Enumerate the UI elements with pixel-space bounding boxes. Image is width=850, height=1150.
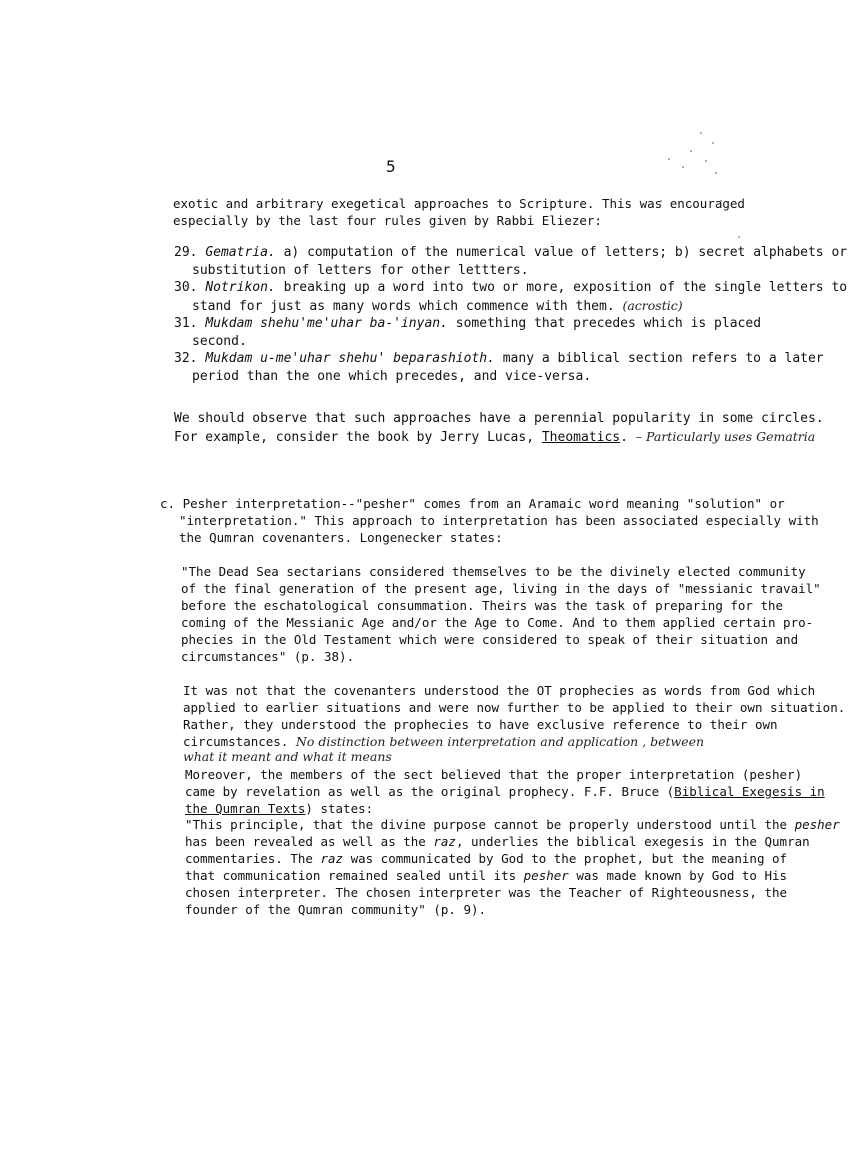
handwritten-note: what it meant and what it means (183, 749, 392, 764)
observe-paragraph: We should observe that such approaches have a perennial popularity in some circles. For example, consider the book by Jerry Lucas, Theomatics. – Particularly uses Gematria (174, 411, 824, 445)
rule-term: Mukdam u-me'uhar shehu' beparashioth. (205, 351, 495, 366)
book-title: Biblical Exegesis in (674, 784, 825, 799)
intro-line: exotic and arbitrary exegetical approaches to Scripture. This was encouraged (173, 196, 745, 211)
rule-31: 31. Mukdam shehu'me'uhar ba-'inyan. something that precedes which is placed second. (174, 316, 762, 349)
handwritten-note: No distinction between interpretation and application , between (295, 734, 705, 749)
rule-32: 32. Mukdam u-me'uhar shehu' beparashioth. many a biblical section refers to a later period than the one which precedes, and vice-versa. (174, 351, 824, 384)
moreover-paragraph: Moreover, the members of the sect believed that the proper interpretation (pesher) came by revelation as well as the original prophecy. F.F. Bruce (Biblical Exegesis in the Qumran Texts) states: (185, 767, 825, 816)
rule-29: 29. Gematria. a) computation of the numerical value of letters; b) secret alphabets or substitution of letters for other lettters. (174, 245, 848, 278)
intro-paragraph (173, 195, 745, 229)
book-title: the Qumran Texts (185, 801, 306, 816)
longenecker-quote: "The Dead Sea sectarians considered themselves to be the divinely elected community of the final generation of the present age, living in the days of "messianic travail" before the eschatological consummation. Theirs was the task of preparing for the coming of the Messianic Age and/or the Age to Come. And to them applied certain pro- phecies in the Old Testament which were considered to speak of their situation and circumstances" (p. 38). (181, 564, 821, 664)
bruce-quote: "This principle, that the divine purpose cannot be properly understood until the pesher has been revealed as well as the raz, underlies the biblical exegesis in the Qumran commentaries. The raz was communicated by God to the prophet, but the meaning of that communication remained sealed until its pesher was made known by God to His chosen interpreter. The chosen interpreter was the Teacher of Righteousness, the founder of the Qumran community" (p. 9). (185, 817, 840, 917)
handwritten-note: (acrostic) (622, 297, 683, 313)
rule-term: Mukdam shehu'me'uhar ba-'inyan. (205, 316, 448, 331)
covenanters-paragraph: It was not that the covenanters understood the OT prophecies as words from God which applied to earlier situations and were now further to be applied to their own situation. Rather, they understood the prophecies to have exclusive reference to their own circumstances. No distinction between interpretation and application , between what it meant and what it means (183, 683, 846, 764)
section-label: c. (160, 496, 176, 511)
book-title: Theomatics (541, 430, 621, 445)
intro-line: especially by the last four rules given by Rabbi Eliezer: (173, 213, 602, 228)
rule-term: Gematria. (205, 245, 276, 260)
handwritten-note: – Particularly uses Gematria (635, 429, 816, 444)
section-c: c. Pesher interpretation--"pesher" comes from an Aramaic word meaning "solution" or "interpretation." This approach to interpretation has been associated especially with the Qumran covenanters. Longenecker states: (160, 496, 819, 545)
rule-30: 30. Notrikon. breaking up a word into two or more, exposition of the single letters to stand for just as many words which commence with them. (acrostic) (174, 280, 848, 314)
page-number: 5 (386, 157, 396, 176)
rules-list (174, 244, 847, 385)
rule-term: Notrikon. (205, 280, 276, 295)
